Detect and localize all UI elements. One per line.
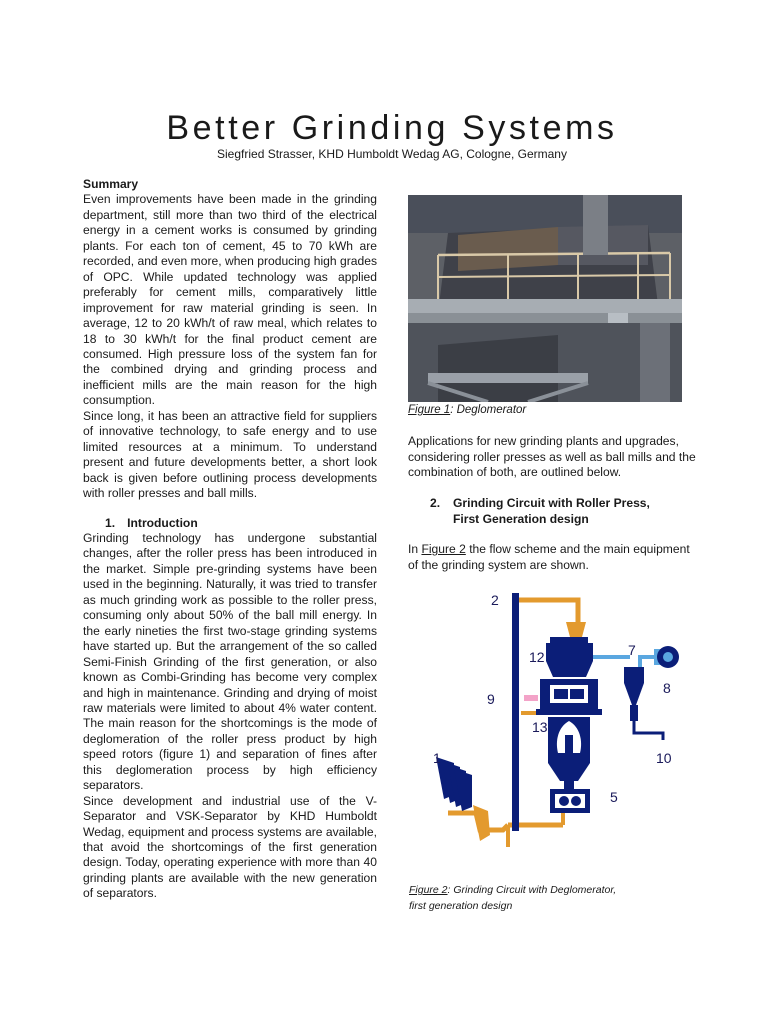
figure-2-ref-rest: the flow scheme and the main equipment of the grinding system are shown. — [408, 542, 690, 572]
diagram-label-7: 7 — [628, 642, 636, 658]
author-line: Siegfried Strasser, KHD Humboldt Wedag AG, Cologne, Germany — [217, 147, 567, 161]
figure-1-caption — [408, 404, 526, 416]
figure-2-link[interactable]: Figure 2 — [421, 542, 466, 556]
summary-paragraph-1: Even improvements have been made in the grinding department, still more than two third of the electrical energy in a cement works is consumed by grinding plants. For each ton of cement, 45 to 70 kWh are recorded, and even more, when producing high grades of OPC. While updated technology was applied preferably for cement mills, comparatively little improvement for raw material grinding is seen. In average, 12 to 20 kWh/t of raw meal, which relates to 18 to 30 kWh/t for the final product cement are consumed. High pressure loss of the system fan for the combined drying and grinding process and inefficient mills are the main reason for the high consumption. — [83, 192, 377, 408]
summary-heading: Summary — [83, 177, 139, 191]
left-column — [83, 177, 377, 902]
section-2-title — [453, 495, 713, 527]
introduction-paragraph-1: Grinding technology has undergone substantial changes, after the roller press has been introduced in the market. Simple pre-grinding systems have been used in the beginning. Naturally, it was tried to transfer as much grinding work as possible to the roller press, consuming only about 50% of the ball mill energy. In the early nineties the first two-stage grinding systems have started up. But the arrangement of the so called Semi-Finish Grinding of the first generation, or also known as Combi-Grinding has become very complex and high in maintenance. Grinding and drying of moist raw materials were limited to about 4% water content. The main reason for the shortcomings is the mode of deglomeration of the roller press product by high speed rotors (figure 1) and separation of fines after this deglomeration process by high efficiency separators. — [83, 530, 377, 793]
diagram-label-2: 2 — [491, 592, 499, 608]
figure-2-caption-line-1: : Grinding Circuit with Deglomerator, — [447, 884, 617, 896]
figure-2-caption — [409, 882, 616, 914]
diagram-label-12: 12 — [529, 649, 545, 665]
section-2-title-line-1: Grinding Circuit with Roller Press, — [453, 496, 650, 510]
deglomerator-photo — [408, 195, 682, 402]
page-title: Better Grinding Systems — [166, 108, 618, 147]
introduction-heading: 1. Introduction — [105, 515, 198, 530]
figure-2-caption-line-2: first generation design — [409, 900, 513, 912]
diagram-label-1: 1 — [433, 750, 441, 766]
introduction-paragraph-2: Since development and industrial use of the V-Separator and VSK-Separator by KHD Humboldt Wedag, equipment and process systems are available, that avoid the shortcomings of the first generation design. Today, operating experience with more than 40 grinding plants are available with the new generation of separators. — [83, 793, 377, 901]
diagram-label-9: 9 — [487, 691, 495, 707]
figure-2-label: Figure 2 — [409, 884, 448, 896]
figure-2-reference-paragraph — [408, 542, 702, 573]
diagram-label-10: 10 — [656, 750, 672, 766]
applications-paragraph: Applications for new grinding plants and upgrades, considering roller presses as well as ball mills and the combination of both, are outlined below. — [408, 434, 696, 479]
diagram-label-5: 5 — [610, 789, 618, 805]
figure-1-caption-text: : Deglomerator — [450, 404, 527, 416]
diagram-label-13: 13 — [532, 719, 548, 735]
grinding-circuit-diagram — [418, 585, 708, 875]
diagram-label-8: 8 — [663, 680, 671, 696]
figure-2-ref-prefix: In — [408, 542, 422, 556]
summary-paragraph-2: Since long, it has been an attractive field for suppliers of innovative technology, to safe energy and to use limited resources at a minimum. To understand present and future developments better, a short look back is given before outlining process developments with roller presses and ball mills. — [83, 408, 377, 501]
section-2-title-line-2: First Generation design — [453, 512, 589, 526]
figure-1-label: Figure 1 — [408, 404, 451, 416]
section-2-number: 2. — [430, 496, 441, 510]
